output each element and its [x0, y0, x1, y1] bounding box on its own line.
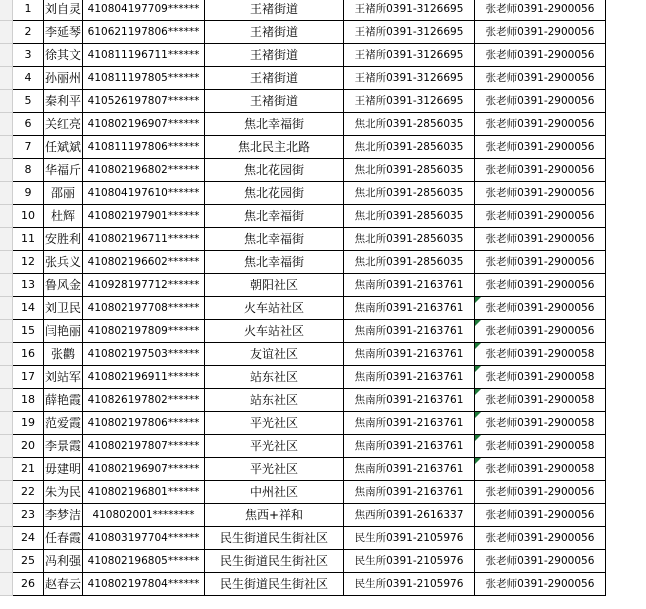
police-station-cell[interactable]: 焦南所0391-2163761 [344, 274, 475, 297]
address-cell[interactable]: 站东社区 [205, 366, 344, 389]
row-header[interactable] [0, 573, 13, 596]
teacher-contact-cell[interactable]: 张老师0391-2900056 [475, 21, 606, 44]
teacher-contact-text: 张老师0391-2900058 [485, 371, 595, 383]
table-row [0, 412, 606, 435]
row-header[interactable] [0, 228, 13, 251]
teacher-contact-text: 张老师0391-2900058 [485, 348, 595, 360]
row-header[interactable] [0, 90, 13, 113]
address-cell[interactable]: 朝阳社区 [205, 274, 344, 297]
name-cell[interactable]: 李梦洁 [44, 504, 83, 527]
row-header[interactable] [0, 0, 13, 21]
error-indicator-icon [475, 297, 481, 303]
police-station-cell[interactable]: 焦南所0391-2163761 [344, 412, 475, 435]
name-cell[interactable]: 安胜利 [44, 228, 83, 251]
teacher-contact-cell[interactable]: 张老师0391-2900056 [475, 481, 606, 504]
index-cell[interactable]: 11 [13, 228, 44, 251]
row-header[interactable] [0, 159, 13, 182]
police-station-cell[interactable]: 焦北所0391-2856035 [344, 228, 475, 251]
index-cell[interactable]: 16 [13, 343, 44, 366]
address-cell[interactable]: 焦西+祥和 [205, 504, 344, 527]
name-cell[interactable]: 刘卫民 [44, 297, 83, 320]
name-cell[interactable]: 徐其文 [44, 44, 83, 67]
teacher-contact-cell[interactable]: 张老师0391-2900056 [475, 159, 606, 182]
index-cell[interactable]: 7 [13, 136, 44, 159]
name-cell[interactable]: 刘站军 [44, 366, 83, 389]
name-cell[interactable]: 毋建明 [44, 458, 83, 481]
table-row [0, 527, 606, 550]
teacher-contact-cell[interactable]: 张老师0391-2900056 [475, 90, 606, 113]
table-row [0, 21, 606, 44]
index-cell[interactable]: 26 [13, 573, 44, 596]
index-cell[interactable]: 24 [13, 527, 44, 550]
row-header[interactable] [0, 481, 13, 504]
police-station-cell[interactable]: 焦南所0391-2163761 [344, 458, 475, 481]
table-row [0, 343, 606, 366]
table-row [0, 182, 606, 205]
name-cell[interactable]: 邵丽 [44, 182, 83, 205]
row-header[interactable] [0, 297, 13, 320]
id-number-cell[interactable]: 410802196602****** [83, 251, 205, 274]
error-indicator-icon [475, 412, 481, 418]
teacher-contact-cell[interactable] [475, 435, 606, 458]
id-number-cell[interactable]: 410802196801****** [83, 481, 205, 504]
teacher-contact-cell[interactable]: 张老师0391-2900056 [475, 44, 606, 67]
id-number-cell[interactable]: 410803197704****** [83, 527, 205, 550]
index-cell[interactable]: 4 [13, 67, 44, 90]
id-number-cell[interactable]: 410802197809****** [83, 320, 205, 343]
row-header[interactable] [0, 458, 13, 481]
row-header[interactable] [0, 435, 13, 458]
teacher-contact-cell[interactable] [475, 297, 606, 320]
name-cell[interactable]: 冯利强 [44, 550, 83, 573]
id-number-cell[interactable]: 410802197901****** [83, 205, 205, 228]
id-number-cell[interactable]: 410802196802****** [83, 159, 205, 182]
teacher-contact-cell[interactable] [475, 458, 606, 481]
row-header[interactable] [0, 205, 13, 228]
id-number-cell[interactable]: 410811197805****** [83, 67, 205, 90]
index-cell[interactable]: 23 [13, 504, 44, 527]
id-number-cell[interactable]: 410826197802****** [83, 389, 205, 412]
name-cell[interactable]: 关红亮 [44, 113, 83, 136]
index-cell[interactable]: 14 [13, 297, 44, 320]
error-indicator-icon [475, 343, 481, 349]
name-cell[interactable]: 李景霞 [44, 435, 83, 458]
police-station-cell[interactable]: 焦北所0391-2856035 [344, 251, 475, 274]
address-cell[interactable]: 平光社区 [205, 458, 344, 481]
name-cell[interactable]: 赵春云 [44, 573, 83, 596]
id-number-cell[interactable]: 410804197610****** [83, 182, 205, 205]
address-cell[interactable]: 焦北幸福街 [205, 228, 344, 251]
table-row [0, 228, 606, 251]
name-cell[interactable]: 朱为民 [44, 481, 83, 504]
teacher-contact-cell[interactable]: 张老师0391-2900056 [475, 228, 606, 251]
teacher-contact-cell[interactable]: 张老师0391-2900056 [475, 573, 606, 596]
police-station-cell[interactable]: 王褚所0391-3126695 [344, 0, 475, 21]
teacher-contact-cell[interactable] [475, 343, 606, 366]
row-header[interactable] [0, 389, 13, 412]
teacher-contact-cell[interactable] [475, 366, 606, 389]
id-number-cell[interactable]: 410802196907****** [83, 113, 205, 136]
table-row [0, 504, 606, 527]
row-header[interactable] [0, 550, 13, 573]
table-row [0, 481, 606, 504]
id-number-cell[interactable]: 410811196711****** [83, 44, 205, 67]
table-row [0, 44, 606, 67]
name-cell[interactable]: 范爱霞 [44, 412, 83, 435]
error-indicator-icon [475, 458, 481, 464]
police-station-cell[interactable]: 焦西所0391-2616337 [344, 504, 475, 527]
index-cell[interactable]: 12 [13, 251, 44, 274]
name-cell[interactable]: 杜辉 [44, 205, 83, 228]
teacher-contact-cell[interactable]: 张老师0391-2900056 [475, 136, 606, 159]
row-header[interactable] [0, 182, 13, 205]
index-cell[interactable]: 19 [13, 412, 44, 435]
address-cell[interactable]: 站东社区 [205, 389, 344, 412]
address-cell[interactable]: 焦北花园街 [205, 182, 344, 205]
table-row [0, 159, 606, 182]
teacher-contact-cell[interactable]: 张老师0391-2900056 [475, 251, 606, 274]
police-station-cell[interactable]: 焦南所0391-2163761 [344, 389, 475, 412]
name-cell[interactable]: 任春霞 [44, 527, 83, 550]
id-number-cell[interactable]: 410802197806****** [83, 412, 205, 435]
teacher-contact-text: 张老师0391-2900056 [485, 325, 595, 337]
id-number-cell[interactable]: 410802197807****** [83, 435, 205, 458]
address-cell[interactable]: 焦北幸福街 [205, 251, 344, 274]
index-cell[interactable]: 8 [13, 159, 44, 182]
name-cell[interactable]: 刘自灵 [44, 0, 83, 21]
police-station-cell[interactable]: 焦北所0391-2856035 [344, 182, 475, 205]
row-header[interactable] [0, 504, 13, 527]
police-station-cell[interactable]: 焦南所0391-2163761 [344, 320, 475, 343]
teacher-contact-text: 张老师0391-2900058 [485, 463, 595, 475]
teacher-contact-cell[interactable] [475, 412, 606, 435]
index-cell[interactable]: 6 [13, 113, 44, 136]
teacher-contact-cell[interactable]: 张老师0391-2900056 [475, 550, 606, 573]
id-number-cell[interactable]: 410928197712****** [83, 274, 205, 297]
name-cell[interactable]: 闫艳丽 [44, 320, 83, 343]
row-header[interactable] [0, 274, 13, 297]
name-cell[interactable]: 张兵义 [44, 251, 83, 274]
row-header[interactable] [0, 21, 13, 44]
teacher-contact-cell[interactable] [475, 320, 606, 343]
row-header[interactable] [0, 412, 13, 435]
id-number-cell[interactable]: 410802197708****** [83, 297, 205, 320]
table-row [0, 205, 606, 228]
table-row [0, 251, 606, 274]
teacher-contact-cell[interactable]: 张老师0391-2900056 [475, 274, 606, 297]
teacher-contact-cell[interactable]: 张老师0391-2900056 [475, 113, 606, 136]
address-cell[interactable]: 王褚街道 [205, 67, 344, 90]
id-number-cell[interactable]: 410804197709****** [83, 0, 205, 21]
index-cell[interactable]: 18 [13, 389, 44, 412]
row-header[interactable] [0, 343, 13, 366]
index-cell[interactable]: 15 [13, 320, 44, 343]
address-cell[interactable]: 焦北民主北路 [205, 136, 344, 159]
teacher-contact-text: 张老师0391-2900056 [485, 302, 595, 314]
police-station-cell[interactable]: 焦南所0391-2163761 [344, 481, 475, 504]
address-cell[interactable]: 王褚街道 [205, 44, 344, 67]
row-header[interactable] [0, 113, 13, 136]
name-cell[interactable]: 张鹳 [44, 343, 83, 366]
police-station-cell[interactable]: 焦南所0391-2163761 [344, 366, 475, 389]
address-cell[interactable]: 焦北幸福街 [205, 205, 344, 228]
police-station-cell[interactable]: 焦北所0391-2856035 [344, 205, 475, 228]
table-row [0, 297, 606, 320]
error-indicator-icon [475, 320, 481, 326]
teacher-contact-cell[interactable] [475, 389, 606, 412]
index-cell[interactable]: 1 [13, 0, 44, 21]
table-row [0, 550, 606, 573]
index-cell[interactable]: 5 [13, 90, 44, 113]
row-header[interactable] [0, 527, 13, 550]
index-cell[interactable]: 3 [13, 44, 44, 67]
address-cell[interactable]: 王褚街道 [205, 21, 344, 44]
police-station-cell[interactable]: 焦北所0391-2856035 [344, 136, 475, 159]
police-station-cell[interactable]: 焦北所0391-2856035 [344, 113, 475, 136]
index-cell[interactable]: 2 [13, 21, 44, 44]
teacher-contact-text: 张老师0391-2900058 [485, 417, 595, 429]
error-indicator-icon [475, 366, 481, 372]
address-cell[interactable]: 火车站社区 [205, 320, 344, 343]
table-row [0, 67, 606, 90]
id-number-cell[interactable]: 410802196907****** [83, 458, 205, 481]
name-cell[interactable]: 鲁风金 [44, 274, 83, 297]
address-cell[interactable]: 火车站社区 [205, 297, 344, 320]
index-cell[interactable]: 10 [13, 205, 44, 228]
index-cell[interactable]: 22 [13, 481, 44, 504]
table-row [0, 274, 606, 297]
police-station-cell[interactable]: 王褚所0391-3126695 [344, 21, 475, 44]
address-cell[interactable]: 王褚街道 [205, 90, 344, 113]
teacher-contact-text: 张老师0391-2900058 [485, 394, 595, 406]
index-cell[interactable]: 9 [13, 182, 44, 205]
name-cell[interactable]: 任斌斌 [44, 136, 83, 159]
name-cell[interactable]: 秦利平 [44, 90, 83, 113]
police-station-cell[interactable]: 民生所0391-2105976 [344, 573, 475, 596]
police-station-cell[interactable]: 焦南所0391-2163761 [344, 343, 475, 366]
police-station-cell[interactable]: 焦南所0391-2163761 [344, 297, 475, 320]
teacher-contact-cell[interactable]: 张老师0391-2900056 [475, 182, 606, 205]
teacher-contact-cell[interactable]: 张老师0391-2900056 [475, 0, 606, 21]
table-row [0, 113, 606, 136]
police-station-cell[interactable]: 焦北所0391-2856035 [344, 159, 475, 182]
table-row [0, 90, 606, 113]
row-header[interactable] [0, 366, 13, 389]
teacher-contact-cell[interactable]: 张老师0391-2900056 [475, 527, 606, 550]
index-cell[interactable]: 21 [13, 458, 44, 481]
id-number-cell[interactable]: 410802197503****** [83, 343, 205, 366]
address-cell[interactable]: 王褚街道 [205, 0, 344, 21]
teacher-contact-cell[interactable]: 张老师0391-2900056 [475, 67, 606, 90]
address-cell[interactable]: 民生街道民生街社区 [205, 550, 344, 573]
index-cell[interactable]: 17 [13, 366, 44, 389]
address-cell[interactable]: 民生街道民生街社区 [205, 573, 344, 596]
id-number-cell[interactable]: 410526197807****** [83, 90, 205, 113]
id-number-cell[interactable]: 410802196911****** [83, 366, 205, 389]
name-cell[interactable]: 华福斤 [44, 159, 83, 182]
index-cell[interactable]: 13 [13, 274, 44, 297]
name-cell[interactable]: 李延琴 [44, 21, 83, 44]
address-cell[interactable]: 焦北花园街 [205, 159, 344, 182]
table-row [0, 458, 606, 481]
address-cell[interactable]: 平光社区 [205, 435, 344, 458]
address-cell[interactable]: 平光社区 [205, 412, 344, 435]
police-station-cell[interactable]: 王褚所0391-3126695 [344, 44, 475, 67]
row-header[interactable] [0, 251, 13, 274]
police-station-cell[interactable]: 焦南所0391-2163761 [344, 435, 475, 458]
table-row [0, 136, 606, 159]
police-station-cell[interactable]: 民生所0391-2105976 [344, 550, 475, 573]
id-number-cell[interactable]: 610621197806****** [83, 21, 205, 44]
id-number-cell[interactable]: 410811197806****** [83, 136, 205, 159]
error-indicator-icon [475, 435, 481, 441]
address-cell[interactable]: 民生街道民生街社区 [205, 527, 344, 550]
table-row [0, 320, 606, 343]
address-cell[interactable]: 中州社区 [205, 481, 344, 504]
name-cell[interactable]: 薛艳霞 [44, 389, 83, 412]
police-station-cell[interactable]: 王褚所0391-3126695 [344, 67, 475, 90]
name-cell[interactable]: 孙丽州 [44, 67, 83, 90]
index-cell[interactable]: 25 [13, 550, 44, 573]
table-row [0, 0, 606, 21]
police-station-cell[interactable]: 王褚所0391-3126695 [344, 90, 475, 113]
id-number-cell[interactable]: 410802197804****** [83, 573, 205, 596]
table-row [0, 573, 606, 596]
teacher-contact-text: 张老师0391-2900058 [485, 440, 595, 452]
address-cell[interactable]: 焦北幸福街 [205, 113, 344, 136]
table-row [0, 435, 606, 458]
row-header[interactable] [0, 67, 13, 90]
address-cell[interactable]: 友谊社区 [205, 343, 344, 366]
row-header[interactable] [0, 44, 13, 67]
teacher-contact-cell[interactable]: 张老师0391-2900056 [475, 504, 606, 527]
table-row [0, 366, 606, 389]
error-indicator-icon [475, 389, 481, 395]
police-station-cell[interactable]: 民生所0391-2105976 [344, 527, 475, 550]
id-number-cell[interactable]: 410802196711****** [83, 228, 205, 251]
id-number-cell[interactable]: 410802196805****** [83, 550, 205, 573]
row-header[interactable] [0, 136, 13, 159]
id-number-cell[interactable]: 410802001******** [83, 504, 205, 527]
index-cell[interactable]: 20 [13, 435, 44, 458]
table-row [0, 389, 606, 412]
teacher-contact-cell[interactable]: 张老师0391-2900056 [475, 205, 606, 228]
row-header[interactable] [0, 320, 13, 343]
